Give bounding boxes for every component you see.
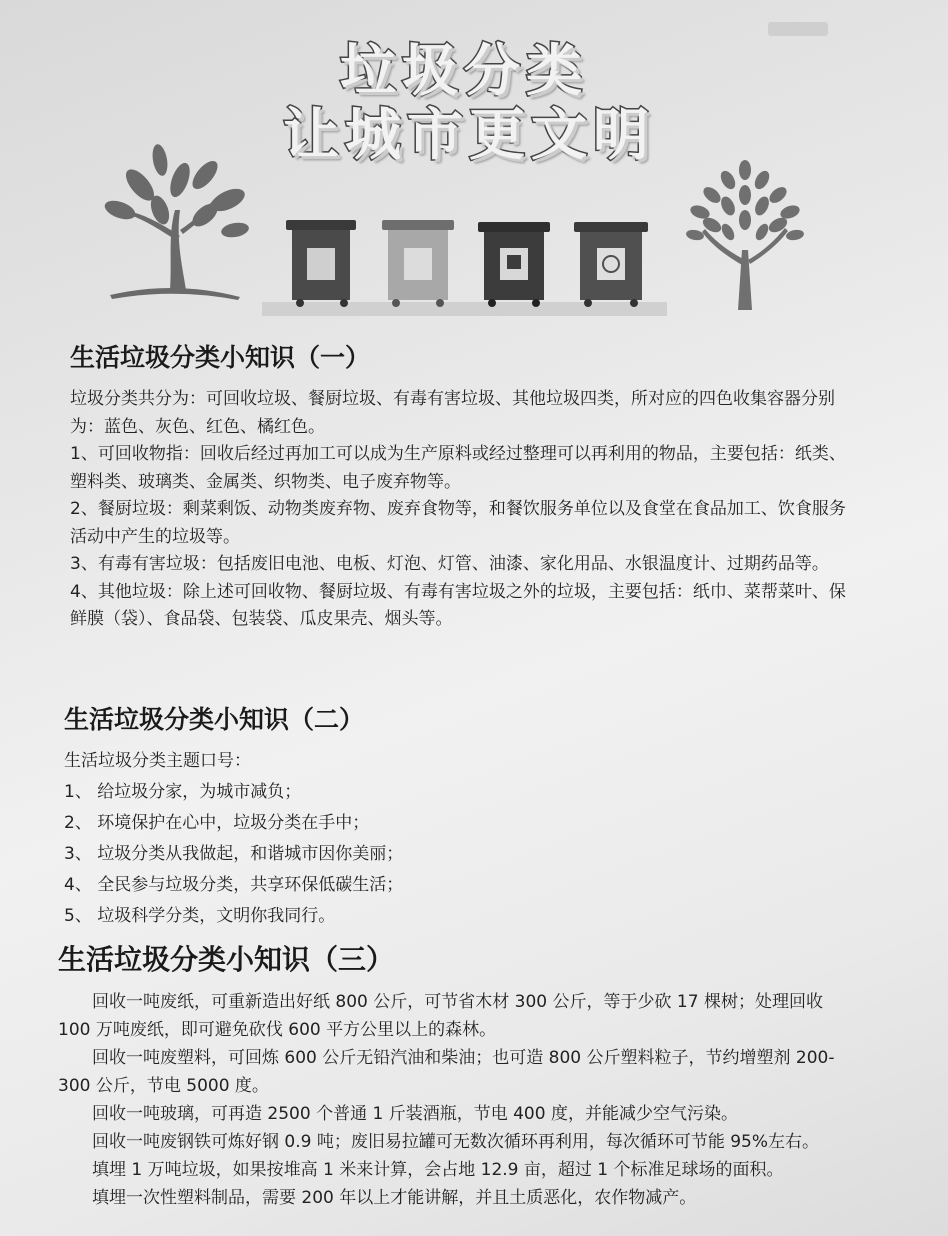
section-3-paragraph: 回收一吨玻璃，可再造 2500 个普通 1 斤装酒瓶，节电 400 度，并能减少空气污染。 <box>92 1104 738 1124</box>
left-tree-icon <box>102 143 250 300</box>
title-line-2: 让城市更文明 <box>283 103 655 168</box>
section-2-title: 生活垃圾分类小知识（二） <box>64 705 365 734</box>
recyclable-bin-icon <box>286 220 356 307</box>
slogan-intro: 生活垃圾分类主题口号： <box>64 751 251 771</box>
section-1-paragraph: 垃圾分类共分为：可回收垃圾、餐厨垃圾、有毒有害垃圾、其他垃圾四类，所对应的四色收集容器分别为：蓝色、灰色、红色、橘红色。 <box>70 389 835 437</box>
slogan-item: 2、 环境保护在心中，垃圾分类在手中； <box>64 813 370 833</box>
section-1-title: 生活垃圾分类小知识（一） <box>70 343 371 372</box>
slogan-item: 1、 给垃圾分家，为城市减负； <box>64 782 302 802</box>
slogan-item: 3、 垃圾分类从我做起，和谐城市因你美丽； <box>64 844 404 864</box>
slogan-item: 5、 垃圾科学分类，文明你我同行。 <box>64 906 336 926</box>
section-3-paragraph: 填埋 1 万吨垃圾，如果按堆高 1 米来计算，会占地 12.9 亩，超过 1 个标准足球场的面积。 <box>92 1160 784 1180</box>
section-3-title: 生活垃圾分类小知识（三） <box>58 943 395 976</box>
slogan-item: 4、 全民参与垃圾分类，共享环保低碳生活； <box>64 875 404 895</box>
section-1-paragraph: 2、餐厨垃圾：剩菜剩饭、动物类废弃物、废弃食物等，和餐饮服务单位以及食堂在食品加工、饮食服务活动中产生的垃圾等。 <box>70 499 846 547</box>
section-1-paragraph: 3、有毒有害垃圾：包括废旧电池、电板、灯泡、灯管、油漆、家化用品、水银温度计、过期药品等。 <box>70 554 829 574</box>
section-3-paragraph: 填埋一次性塑料制品，需要 200 年以上才能讲解，并且土质恶化，农作物减产。 <box>92 1188 697 1208</box>
section-1-paragraph: 1、可回收物指：回收后经过再加工可以成为生产原料或经过整理可以再利用的物品，主要包括：纸类、塑料类、玻璃类、金属类、织物类、电子废弃物等。 <box>70 444 846 492</box>
other-bin-icon <box>574 222 648 307</box>
kitchen-bin-icon <box>382 220 454 307</box>
corner-sticker <box>768 22 828 36</box>
section-knowledge-3 <box>58 938 858 1212</box>
section-3-paragraph: 回收一吨废纸，可重新造出好纸 800 公斤，可节省木材 300 公斤，等于少砍 17 棵树；处理回收 100 万吨废纸，即可避免砍伐 600 平方公里以上的森林。 <box>58 992 823 1040</box>
section-3-paragraph: 回收一吨废塑料，可回炼 600 公斤无铅汽油和柴油；也可造 800 公斤塑料粒子，节约增塑剂 200-300 公斤，节电 5000 度。 <box>58 1048 835 1096</box>
section-knowledge-1 <box>70 338 860 634</box>
hazardous-bin-icon <box>478 222 550 307</box>
right-tree-icon <box>685 160 804 310</box>
title-line-1: 垃圾分类 <box>340 39 588 104</box>
section-knowledge-2 <box>64 700 854 932</box>
section-3-paragraph: 回收一吨废钢铁可炼好钢 0.9 吨；废旧易拉罐可无数次循环再利用，每次循环可节能 95%左右。 <box>92 1132 820 1152</box>
section-1-paragraph: 4、其他垃圾：除上述可回收物、餐厨垃圾、有毒有害垃圾之外的垃圾，主要包括：纸巾、菜帮菜叶、保鲜膜（袋）、食品袋、包装袋、瓜皮果壳、烟头等。 <box>70 581 846 629</box>
trash-bins-illustration <box>0 140 948 340</box>
